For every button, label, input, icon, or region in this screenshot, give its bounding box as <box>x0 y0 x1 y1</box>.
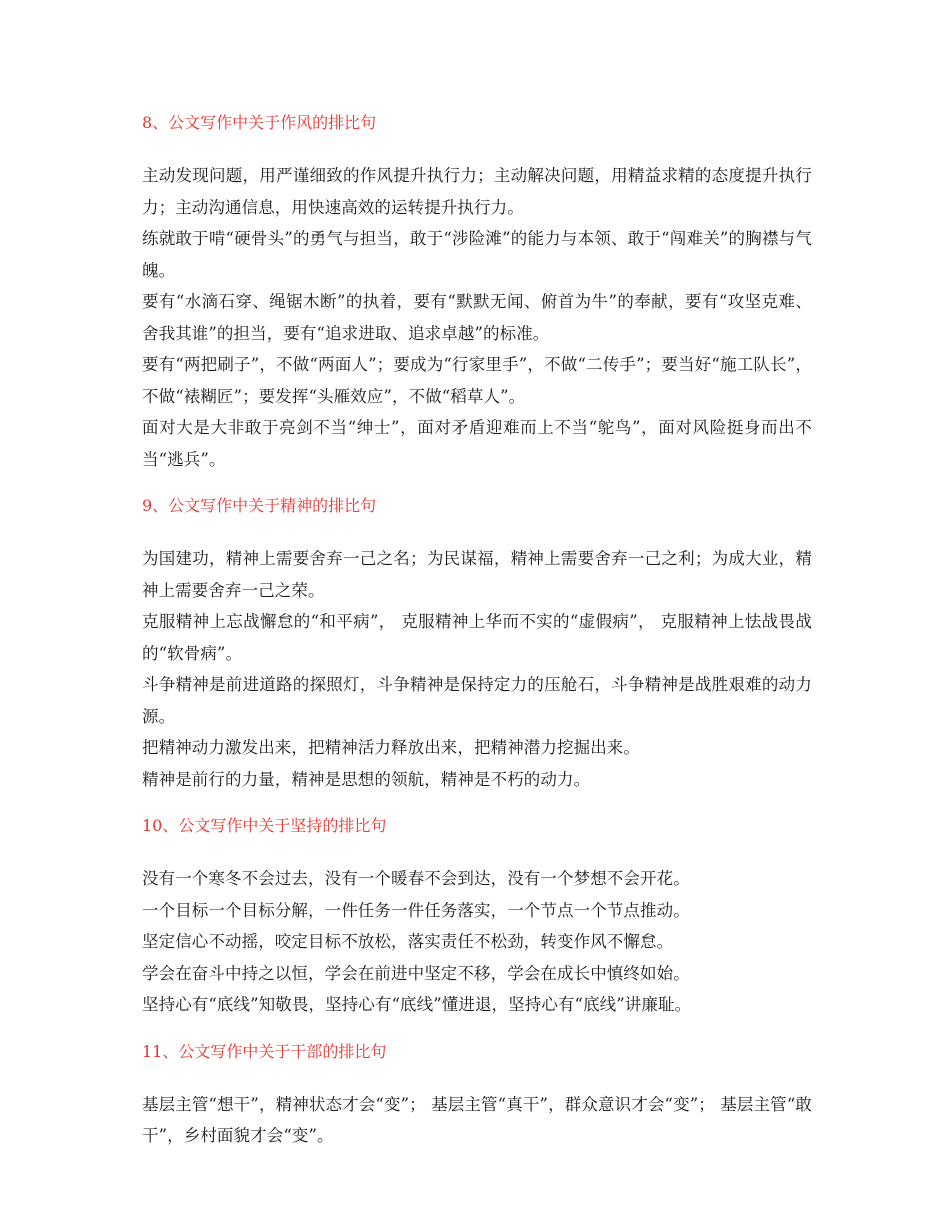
section-heading: 8、公文写作中关于作风的排比句 <box>142 113 377 132</box>
section-8-style <box>142 112 812 475</box>
section-9-spirit <box>142 495 812 795</box>
document-page <box>142 112 812 1172</box>
paragraph: 没有一个寒冬不会过去，没有一个暖春不会到达，没有一个梦想不会开花。 <box>142 869 690 888</box>
paragraph: 主动发现问题，用严谨细致的作风提升执行力；主动解决问题，用精益求精的态度提升执行力；主动沟通信息，用快速高效的运转提升执行力。 <box>142 166 812 217</box>
section-heading: 11、公文写作中关于干部的排比句 <box>142 1041 387 1061</box>
section-11-cadres <box>142 1041 812 1152</box>
paragraph: 为国建功，精神上需要舍弃一己之名；为民谋福，精神上需要舍弃一己之利；为成大业，精神上需要舍弃一己之荣。 <box>142 549 812 600</box>
paragraph: 一个目标一个目标分解，一件任务一件任务落实，一个节点一个节点推动。 <box>142 900 690 920</box>
paragraph: 把精神动力激发出来，把精神活力释放出来，把精神潜力挖掘出来。 <box>142 738 640 757</box>
section-heading: 9、公文写作中关于精神的排比句 <box>142 496 377 515</box>
section-heading: 10、公文写作中关于坚持的排比句 <box>142 816 387 835</box>
paragraph: 坚持心有“底线”知敬畏，坚持心有“底线”懂进退，坚持心有“底线”讲廉耻。 <box>142 995 692 1014</box>
paragraph: 克服精神上忘战懈怠的“和平病”， 克服精神上华而不实的“虚假病”， 克服精神上怯战畏战的“软骨病”。 <box>142 612 812 663</box>
section-10-persistence <box>142 815 812 1021</box>
paragraph: 面对大是大非敢于亮剑不当“绅士”，面对矛盾迎难而上不当“鸵鸟”，面对风险挺身而出不当“逃兵”。 <box>142 418 812 469</box>
paragraph: 基层主管“想干”，精神状态才会“变”； 基层主管“真干”，群众意识才会“变”； 基层主管“敢干”，乡村面貌才会“变”。 <box>142 1094 812 1145</box>
paragraph: 坚定信心不动摇，咬定目标不放松，落实责任不松劲，转变作风不懈怠。 <box>142 932 674 951</box>
paragraph: 练就敢于啃“硬骨头”的勇气与担当，敢于“涉险滩”的能力与本领、敢于“闯难关”的胸襟与气魄。 <box>142 229 812 280</box>
paragraph: 要有“水滴石穿、绳锯木断”的执着，要有“默默无闻、俯首为牛”的奉献，要有“攻坚克难、舍我其谁”的担当，要有“追求进取、追求卓越”的标准。 <box>142 292 812 343</box>
paragraph: 精神是前行的力量，精神是思想的领航，精神是不朽的动力。 <box>142 769 591 789</box>
paragraph: 要有“两把刷子”，不做“两面人”；要成为“行家里手”，不做“二传手”；要当好“施工队长”，不做“裱糊匠”；要发挥“头雁效应”，不做“稻草人”。 <box>142 355 812 406</box>
paragraph: 斗争精神是前进道路的探照灯，斗争精神是保持定力的压舱石，斗争精神是战胜艰难的动力源。 <box>142 675 812 726</box>
paragraph: 学会在奋斗中持之以恒，学会在前进中坚定不移，学会在成长中慎终如始。 <box>142 963 690 983</box>
